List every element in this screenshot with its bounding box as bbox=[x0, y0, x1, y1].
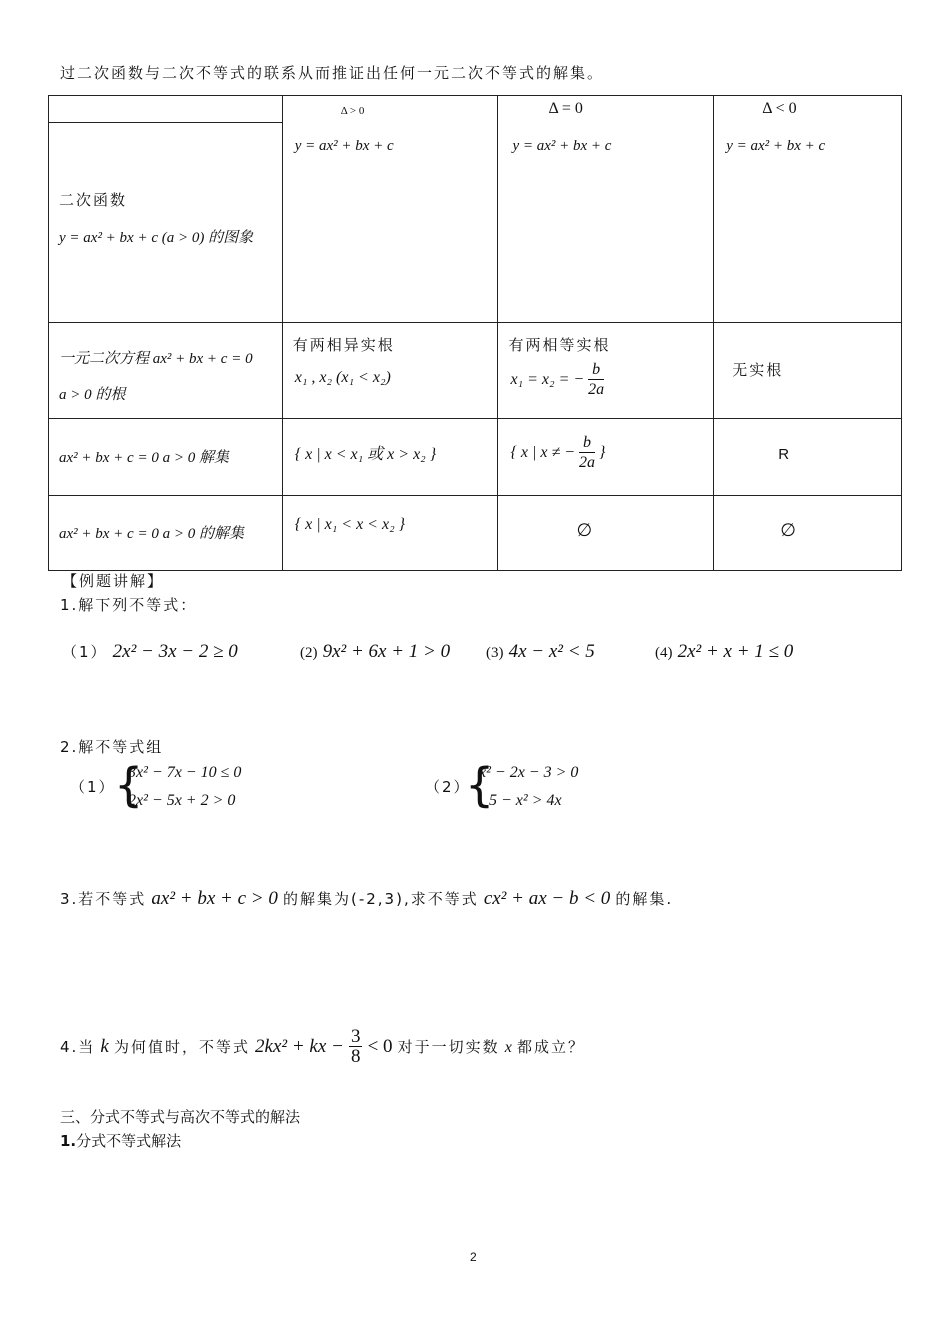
delta-zero-label: Δ = 0 bbox=[548, 100, 583, 117]
q1-item4-label: (4) bbox=[655, 645, 673, 661]
b-over-2a bbox=[579, 434, 595, 473]
frac-num: b bbox=[588, 361, 604, 380]
row-graph-label bbox=[49, 123, 283, 323]
q1-title: 1.解下列不等式： bbox=[60, 596, 198, 614]
frac-den-2: 2a bbox=[579, 454, 596, 471]
lt-solution-set: { x | x₁ < x < x₂ } bbox=[294, 516, 406, 533]
q2-title: 2.解不等式组 bbox=[60, 738, 164, 756]
graph-label-line2: y = ax² + bx + c (a > 0) 的图象 bbox=[59, 230, 254, 246]
q4-part2: 为何值时，不等式 bbox=[113, 1038, 250, 1056]
equal-roots-lhs: x₁ = x₂ = − bbox=[510, 371, 585, 389]
section-3-title: 三、分式不等式与高次不等式的解法 bbox=[60, 1108, 301, 1126]
neg-b-over-2a bbox=[588, 361, 604, 400]
gt-delta-negative bbox=[714, 419, 902, 496]
sys1-ineq2: 2x² − 5x + 2 > 0 bbox=[128, 792, 236, 809]
q4 bbox=[60, 1028, 585, 1067]
lt-delta-positive bbox=[282, 496, 498, 571]
quadratic-summary-table bbox=[48, 95, 902, 571]
q1-item2 bbox=[300, 641, 450, 663]
table-corner-cell bbox=[49, 96, 283, 123]
three-eighths bbox=[349, 1028, 363, 1067]
delta-negative-label: Δ < 0 bbox=[762, 100, 797, 117]
q1-item3-expr: 4x − x² < 5 bbox=[508, 641, 595, 662]
graph-label-line1: 二次函数 bbox=[59, 191, 128, 209]
intro-text: 过二次函数与二次不等式的联系从而推证出任何一元二次不等式的解集。 bbox=[60, 64, 605, 82]
q1-item4-expr: 2x² + x + 1 ≤ 0 bbox=[677, 641, 794, 662]
roots-label-line1: 一元二次方程 ax² + bx + c = 0 bbox=[59, 351, 253, 367]
q4-part1: 4.当 bbox=[60, 1038, 96, 1056]
q1-item2-expr: 9x² + 6x + 1 > 0 bbox=[322, 641, 451, 662]
q1-item2-label: (2) bbox=[300, 645, 318, 661]
gt-solution-set-2 bbox=[510, 434, 605, 473]
frac-eight: 8 bbox=[350, 1046, 361, 1067]
q1-item3-label: (3) bbox=[486, 645, 504, 661]
func-expr-3: y = ax² + bx + c bbox=[726, 138, 826, 154]
frac-three: 3 bbox=[350, 1026, 361, 1047]
distinct-roots-expr: x₁ , x₂ (x₁ < x₂) bbox=[294, 369, 391, 386]
q3 bbox=[60, 888, 673, 910]
section-3-1-title: 分式不等式解法 bbox=[76, 1132, 182, 1150]
q1-items bbox=[62, 641, 238, 663]
q4-lt-zero: < 0 bbox=[367, 1036, 393, 1057]
sys2-ineq2: 5 − x² > 4x bbox=[489, 792, 562, 809]
roots-label-line2: a > 0 的根 bbox=[59, 387, 126, 403]
q4-expr: 2kx² + kx − bbox=[255, 1036, 344, 1057]
lt-solution-label: ax² + bx + c = 0 a > 0 的解集 bbox=[59, 526, 244, 542]
sys2-label: （2） bbox=[425, 778, 471, 796]
q3-target-ineq: cx² + ax − b < 0 bbox=[483, 888, 611, 909]
sys1-label: （1） bbox=[70, 778, 116, 796]
q1-item1-expr: 2x² − 3x − 2 ≥ 0 bbox=[112, 641, 238, 662]
sys1-ineq1: 3x² − 7x − 10 ≤ 0 bbox=[128, 764, 242, 781]
two-equal-roots: 有两相等实根 bbox=[508, 336, 611, 354]
page-number: 2 bbox=[470, 1250, 477, 1264]
sys1-brace: { bbox=[114, 758, 144, 812]
example-heading: 【例题讲解】 bbox=[62, 572, 165, 590]
q3-part1: 3.若不等式 bbox=[60, 890, 147, 908]
delta-zero-column bbox=[498, 96, 714, 323]
func-expr-2: y = ax² + bx + c bbox=[512, 138, 612, 154]
gt-solution-set-1: { x | x < x₁ 或 x > x₂ } bbox=[294, 446, 437, 463]
delta-negative-column bbox=[714, 96, 902, 323]
roots-delta-negative bbox=[714, 323, 902, 419]
no-real-roots: 无实根 bbox=[732, 361, 784, 379]
empty-set-2: ∅ bbox=[780, 520, 796, 540]
frac-den: 2a bbox=[588, 381, 605, 398]
q1-item4 bbox=[655, 641, 793, 663]
all-reals: R bbox=[778, 446, 790, 463]
roots-delta-zero bbox=[498, 323, 714, 419]
q4-part4: 都成立？ bbox=[516, 1038, 585, 1056]
q4-part3: 对于一切实数 bbox=[397, 1038, 500, 1056]
empty-set-1: ∅ bbox=[576, 520, 593, 540]
func-expr-1: y = ax² + bx + c bbox=[294, 138, 394, 154]
gt-solution-label: ax² + bx + c = 0 a > 0 解集 bbox=[59, 450, 229, 466]
q3-part3: 的解集. bbox=[615, 890, 674, 908]
q4-x: x bbox=[504, 1039, 512, 1056]
roots-delta-positive bbox=[282, 323, 498, 419]
set-close: } bbox=[599, 444, 606, 462]
gt-delta-positive bbox=[282, 419, 498, 496]
row-gt-label bbox=[49, 419, 283, 496]
delta-positive-label: Δ > 0 bbox=[340, 105, 365, 117]
row-lt-label bbox=[49, 496, 283, 571]
q1-item3 bbox=[486, 641, 595, 663]
sys2-ineq1: x² − 2x − 3 > 0 bbox=[479, 764, 579, 781]
lt-delta-zero bbox=[498, 496, 714, 571]
equal-roots-expr bbox=[510, 361, 604, 400]
gt-delta-zero bbox=[498, 419, 714, 496]
q3-part2: 的解集为(-2,3),求不等式 bbox=[282, 890, 479, 908]
delta-positive-column bbox=[282, 96, 498, 323]
q4-k: k bbox=[100, 1036, 109, 1057]
set-open: { x | x ≠ − bbox=[510, 444, 576, 462]
row-roots-label bbox=[49, 323, 283, 419]
q3-given-ineq: ax² + bx + c > 0 bbox=[151, 888, 278, 909]
section-3-1-number: 1. bbox=[60, 1132, 77, 1150]
q1-item1-label: （1） bbox=[62, 643, 108, 661]
two-distinct-roots: 有两相异实根 bbox=[292, 336, 395, 354]
lt-delta-negative bbox=[714, 496, 902, 571]
frac-num-2: b bbox=[579, 434, 595, 453]
section-3-1 bbox=[60, 1130, 181, 1151]
sys2-brace: { bbox=[465, 758, 495, 812]
